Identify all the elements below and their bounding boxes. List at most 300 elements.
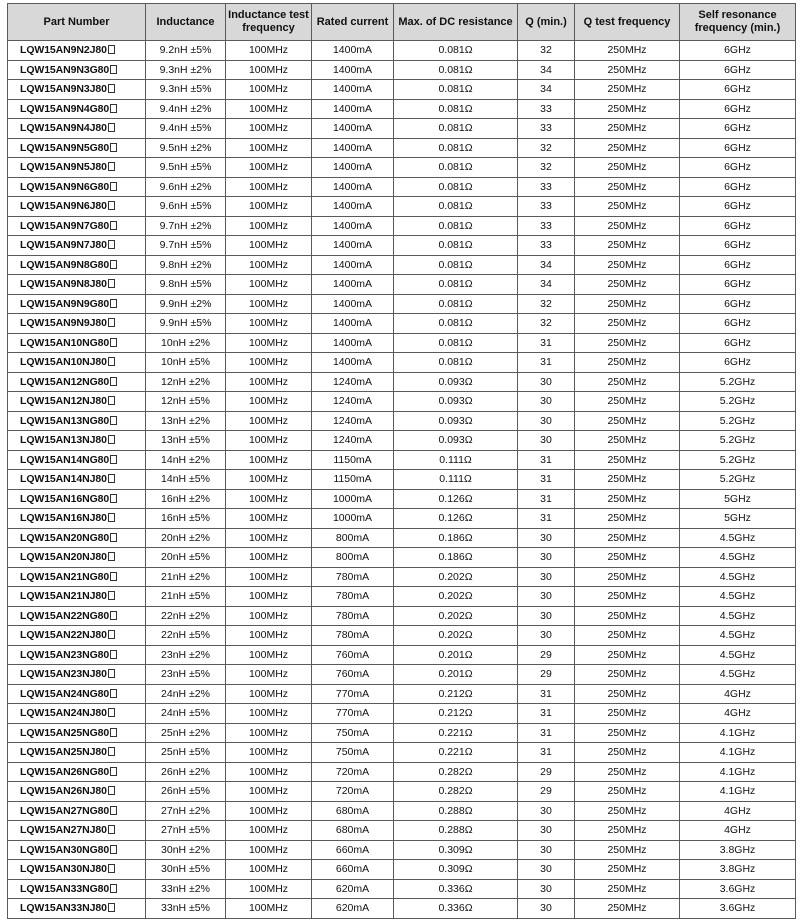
cell-part-number [8, 762, 146, 782]
cell-q-test-frequency [575, 392, 680, 412]
cell-inductance-test-frequency-text: 100MHz [248, 219, 289, 232]
cell-inductance [146, 840, 226, 860]
cell-q-min [518, 333, 575, 353]
cell-rated-current [312, 899, 394, 919]
cell-dc-resistance-text: 0.288Ω [438, 804, 473, 817]
cell-inductance-text: 16nH ±5% [161, 512, 210, 525]
cell-inductance-text: 9.5nH ±2% [159, 141, 212, 154]
cell-part-number-text: LQW15AN9N4J80 [20, 122, 107, 135]
cell-part-number-text: LQW15AN9N3G80 [20, 63, 110, 76]
cell-part-number-text: LQW15AN9N9J80 [20, 317, 107, 330]
cell-inductance-text: 9.8nH ±5% [159, 278, 212, 291]
cell-inductance-test-frequency-text: 100MHz [248, 765, 289, 778]
cell-dc-resistance-text: 0.201Ω [438, 648, 473, 661]
cell-inductance-test-frequency [226, 236, 312, 256]
cell-self-resonance-frequency [680, 743, 796, 763]
cell-self-resonance-frequency [680, 372, 796, 392]
cell-part-number-text: LQW15AN26NG80 [20, 765, 110, 778]
cell-inductance-text: 33nH ±2% [161, 882, 210, 895]
cell-rated-current [312, 567, 394, 587]
cell-q-min-text: 31 [540, 707, 552, 720]
cell-q-min [518, 899, 575, 919]
cell-dc-resistance-text: 0.081Ω [438, 122, 473, 135]
cell-part-number [8, 255, 146, 275]
cell-part-number [8, 489, 146, 509]
cell-part-number [8, 606, 146, 626]
cell-inductance-test-frequency-text: 100MHz [248, 297, 289, 310]
cell-dc-resistance [394, 840, 518, 860]
cell-self-resonance-frequency-text: 6GHz [724, 180, 751, 193]
cell-self-resonance-frequency [680, 99, 796, 119]
cell-dc-resistance [394, 275, 518, 295]
cell-inductance [146, 821, 226, 841]
cell-part-number-text: LQW15AN9N5G80 [20, 141, 110, 154]
cell-inductance-text: 27nH ±2% [161, 804, 210, 817]
cell-inductance-test-frequency-text: 100MHz [248, 44, 289, 57]
cell-self-resonance-frequency-text: 4.5GHz [719, 668, 756, 681]
cell-q-test-frequency-text: 250MHz [607, 551, 647, 564]
cell-part-number [8, 704, 146, 724]
cell-rated-current-text: 760mA [335, 668, 370, 681]
cell-self-resonance-frequency [680, 645, 796, 665]
cell-q-test-frequency-text: 250MHz [607, 219, 647, 232]
cell-q-min [518, 587, 575, 607]
cell-q-test-frequency [575, 333, 680, 353]
cell-inductance-text: 21nH ±2% [161, 570, 210, 583]
cell-inductance [146, 275, 226, 295]
cell-inductance [146, 645, 226, 665]
cell-dc-resistance [394, 626, 518, 646]
table-row [8, 567, 796, 587]
header-inductance: Inductance [146, 4, 226, 41]
cell-self-resonance-frequency [680, 626, 796, 646]
cell-q-min-text: 29 [540, 785, 552, 798]
cell-inductance-text: 22nH ±5% [161, 629, 210, 642]
inductor-spec-table [7, 3, 796, 919]
cell-self-resonance-frequency [680, 41, 796, 61]
cell-self-resonance-frequency-text: 4.5GHz [719, 629, 756, 642]
cell-inductance-test-frequency-text: 100MHz [248, 824, 289, 837]
table-row [8, 704, 796, 724]
cell-dc-resistance [394, 743, 518, 763]
cell-inductance [146, 353, 226, 373]
packaging-code-placeholder-box [110, 572, 117, 581]
cell-dc-resistance-text: 0.202Ω [438, 629, 473, 642]
cell-inductance-test-frequency [226, 119, 312, 139]
cell-inductance-text: 22nH ±2% [161, 609, 210, 622]
cell-part-number [8, 294, 146, 314]
table-row [8, 723, 796, 743]
cell-inductance-test-frequency-text: 100MHz [248, 473, 289, 486]
cell-rated-current [312, 626, 394, 646]
cell-part-number [8, 743, 146, 763]
cell-q-test-frequency-text: 250MHz [607, 648, 647, 661]
cell-inductance-text: 12nH ±2% [161, 375, 210, 388]
cell-inductance-text: 9.6nH ±2% [159, 180, 212, 193]
cell-part-number-text: LQW15AN9N7G80 [20, 219, 110, 232]
cell-self-resonance-frequency-text: 6GHz [724, 122, 751, 135]
cell-inductance-test-frequency-text: 100MHz [248, 609, 289, 622]
cell-self-resonance-frequency [680, 821, 796, 841]
cell-part-number-text: LQW15AN9N2J80 [20, 44, 107, 57]
cell-q-min-text: 31 [540, 492, 552, 505]
cell-dc-resistance [394, 684, 518, 704]
cell-rated-current-text: 620mA [335, 882, 370, 895]
cell-dc-resistance [394, 860, 518, 880]
cell-self-resonance-frequency-text: 4GHz [724, 804, 751, 817]
table-row [8, 119, 796, 139]
cell-inductance-text: 30nH ±5% [161, 863, 210, 876]
cell-q-test-frequency-text: 250MHz [607, 629, 647, 642]
table-row [8, 821, 796, 841]
cell-rated-current-text: 770mA [335, 687, 370, 700]
cell-q-test-frequency [575, 99, 680, 119]
cell-dc-resistance-text: 0.093Ω [438, 414, 473, 427]
cell-dc-resistance-text: 0.081Ω [438, 278, 473, 291]
cell-part-number-text: LQW15AN9N8G80 [20, 258, 110, 271]
cell-q-min-text: 31 [540, 356, 552, 369]
cell-part-number-text: LQW15AN9N9G80 [20, 297, 110, 310]
cell-self-resonance-frequency-text: 6GHz [724, 278, 751, 291]
cell-part-number [8, 528, 146, 548]
cell-self-resonance-frequency [680, 158, 796, 178]
cell-rated-current [312, 489, 394, 509]
cell-part-number [8, 801, 146, 821]
cell-self-resonance-frequency [680, 723, 796, 743]
cell-dc-resistance [394, 704, 518, 724]
cell-part-number-text: LQW15AN24NJ80 [20, 707, 107, 720]
cell-q-test-frequency [575, 314, 680, 334]
cell-rated-current-text: 1400mA [332, 356, 373, 369]
cell-inductance-test-frequency [226, 860, 312, 880]
cell-inductance [146, 80, 226, 100]
cell-part-number [8, 587, 146, 607]
cell-q-test-frequency-text: 250MHz [607, 180, 647, 193]
cell-q-test-frequency-text: 250MHz [607, 609, 647, 622]
table-row [8, 860, 796, 880]
cell-inductance-test-frequency [226, 782, 312, 802]
cell-part-number [8, 470, 146, 490]
cell-dc-resistance-text: 0.126Ω [438, 512, 473, 525]
cell-q-min [518, 353, 575, 373]
cell-inductance-test-frequency-text: 100MHz [248, 863, 289, 876]
table-row [8, 41, 796, 61]
cell-self-resonance-frequency [680, 353, 796, 373]
cell-inductance [146, 216, 226, 236]
cell-inductance-test-frequency [226, 567, 312, 587]
table-row [8, 743, 796, 763]
cell-q-test-frequency [575, 704, 680, 724]
cell-q-test-frequency [575, 353, 680, 373]
table-row [8, 626, 796, 646]
cell-self-resonance-frequency [680, 60, 796, 80]
cell-q-test-frequency [575, 762, 680, 782]
cell-self-resonance-frequency [680, 216, 796, 236]
cell-q-test-frequency [575, 138, 680, 158]
cell-part-number [8, 41, 146, 61]
packaging-code-placeholder-box [110, 104, 117, 113]
packaging-code-placeholder-box [108, 591, 115, 600]
cell-q-min-text: 31 [540, 726, 552, 739]
cell-dc-resistance [394, 392, 518, 412]
cell-q-test-frequency-text: 250MHz [607, 843, 647, 856]
cell-part-number [8, 99, 146, 119]
cell-inductance-test-frequency-text: 100MHz [248, 336, 289, 349]
packaging-code-placeholder-box [110, 65, 117, 74]
cell-q-test-frequency-text: 250MHz [607, 453, 647, 466]
table-row [8, 177, 796, 197]
packaging-code-placeholder-box [108, 357, 115, 366]
cell-inductance-test-frequency [226, 801, 312, 821]
cell-q-test-frequency-text: 250MHz [607, 102, 647, 115]
cell-q-test-frequency-text: 250MHz [607, 434, 647, 447]
cell-rated-current [312, 197, 394, 217]
table-row [8, 470, 796, 490]
cell-dc-resistance-text: 0.201Ω [438, 668, 473, 681]
cell-rated-current [312, 411, 394, 431]
cell-inductance-test-frequency-text: 100MHz [248, 239, 289, 252]
cell-self-resonance-frequency-text: 6GHz [724, 161, 751, 174]
packaging-code-placeholder-box [110, 182, 117, 191]
cell-q-test-frequency-text: 250MHz [607, 512, 647, 525]
cell-self-resonance-frequency-text: 5.2GHz [719, 434, 756, 447]
cell-part-number-text: LQW15AN16NG80 [20, 492, 110, 505]
packaging-code-placeholder-box [108, 708, 115, 717]
table-row [8, 275, 796, 295]
cell-inductance [146, 860, 226, 880]
cell-q-min-text: 30 [540, 414, 552, 427]
cell-self-resonance-frequency-text: 4.5GHz [719, 551, 756, 564]
cell-inductance-test-frequency [226, 216, 312, 236]
cell-part-number [8, 821, 146, 841]
cell-inductance-test-frequency [226, 587, 312, 607]
table-row [8, 899, 796, 919]
cell-inductance-test-frequency-text: 100MHz [248, 356, 289, 369]
cell-dc-resistance-text: 0.202Ω [438, 570, 473, 583]
cell-dc-resistance [394, 411, 518, 431]
cell-rated-current [312, 782, 394, 802]
cell-q-min [518, 255, 575, 275]
cell-inductance-test-frequency [226, 197, 312, 217]
table-row [8, 879, 796, 899]
packaging-code-placeholder-box [110, 533, 117, 542]
cell-inductance [146, 587, 226, 607]
cell-q-min [518, 782, 575, 802]
cell-q-test-frequency-text: 250MHz [607, 317, 647, 330]
cell-inductance-text: 26nH ±5% [161, 785, 210, 798]
cell-inductance-text: 26nH ±2% [161, 765, 210, 778]
cell-rated-current [312, 255, 394, 275]
cell-part-number [8, 275, 146, 295]
packaging-code-placeholder-box [110, 260, 117, 269]
cell-rated-current-text: 780mA [335, 609, 370, 622]
table-row [8, 645, 796, 665]
cell-inductance-text: 24nH ±5% [161, 707, 210, 720]
cell-dc-resistance-text: 0.081Ω [438, 200, 473, 213]
cell-q-min-text: 30 [540, 863, 552, 876]
cell-inductance-test-frequency-text: 100MHz [248, 83, 289, 96]
cell-part-number-text: LQW15AN25NG80 [20, 726, 110, 739]
cell-q-test-frequency [575, 801, 680, 821]
packaging-code-placeholder-box [108, 201, 115, 210]
cell-q-min [518, 41, 575, 61]
cell-self-resonance-frequency [680, 879, 796, 899]
cell-q-test-frequency-text: 250MHz [607, 63, 647, 76]
cell-dc-resistance [394, 99, 518, 119]
cell-inductance-text: 9.9nH ±5% [159, 317, 212, 330]
cell-inductance [146, 548, 226, 568]
cell-inductance-test-frequency-text: 100MHz [248, 414, 289, 427]
cell-dc-resistance-text: 0.336Ω [438, 902, 473, 915]
cell-part-number [8, 216, 146, 236]
table-row [8, 840, 796, 860]
cell-dc-resistance-text: 0.093Ω [438, 395, 473, 408]
cell-part-number-text: LQW15AN16NJ80 [20, 512, 107, 525]
packaging-code-placeholder-box [108, 240, 115, 249]
cell-inductance-text: 10nH ±2% [161, 336, 210, 349]
cell-q-test-frequency-text: 250MHz [607, 414, 647, 427]
cell-q-min [518, 606, 575, 626]
table-row [8, 587, 796, 607]
cell-dc-resistance-text: 0.288Ω [438, 824, 473, 837]
cell-inductance [146, 294, 226, 314]
cell-q-test-frequency-text: 250MHz [607, 687, 647, 700]
cell-self-resonance-frequency [680, 119, 796, 139]
cell-dc-resistance-text: 0.221Ω [438, 726, 473, 739]
cell-rated-current-text: 1400mA [332, 141, 373, 154]
cell-q-test-frequency-text: 250MHz [607, 395, 647, 408]
cell-rated-current-text: 1000mA [332, 512, 373, 525]
cell-dc-resistance [394, 821, 518, 841]
cell-part-number-text: LQW15AN13NJ80 [20, 434, 107, 447]
cell-rated-current-text: 800mA [335, 531, 370, 544]
cell-q-test-frequency-text: 250MHz [607, 473, 647, 486]
cell-inductance [146, 470, 226, 490]
cell-rated-current [312, 762, 394, 782]
cell-q-min-text: 34 [540, 83, 552, 96]
cell-q-test-frequency [575, 158, 680, 178]
cell-dc-resistance-text: 0.221Ω [438, 746, 473, 759]
cell-dc-resistance [394, 294, 518, 314]
cell-q-min [518, 275, 575, 295]
cell-inductance-test-frequency [226, 314, 312, 334]
cell-self-resonance-frequency-text: 4.5GHz [719, 648, 756, 661]
cell-q-min [518, 314, 575, 334]
cell-inductance [146, 411, 226, 431]
cell-q-test-frequency [575, 411, 680, 431]
cell-rated-current [312, 158, 394, 178]
cell-part-number-text: LQW15AN9N3J80 [20, 83, 107, 96]
cell-q-test-frequency-text: 250MHz [607, 668, 647, 681]
cell-dc-resistance [394, 587, 518, 607]
cell-rated-current [312, 509, 394, 529]
cell-inductance [146, 723, 226, 743]
cell-dc-resistance [394, 255, 518, 275]
cell-inductance-test-frequency-text: 100MHz [248, 453, 289, 466]
cell-q-test-frequency [575, 255, 680, 275]
table-row [8, 606, 796, 626]
cell-inductance-text: 9.5nH ±5% [159, 161, 212, 174]
cell-self-resonance-frequency [680, 762, 796, 782]
cell-self-resonance-frequency-text: 6GHz [724, 200, 751, 213]
cell-rated-current [312, 138, 394, 158]
cell-inductance [146, 606, 226, 626]
cell-inductance [146, 158, 226, 178]
cell-q-min-text: 31 [540, 512, 552, 525]
cell-inductance-test-frequency [226, 470, 312, 490]
cell-part-number-text: LQW15AN21NG80 [20, 570, 110, 583]
table-row [8, 372, 796, 392]
cell-rated-current [312, 431, 394, 451]
cell-inductance-test-frequency-text: 100MHz [248, 843, 289, 856]
cell-self-resonance-frequency [680, 606, 796, 626]
cell-dc-resistance-text: 0.093Ω [438, 434, 473, 447]
cell-inductance-text: 9.7nH ±5% [159, 239, 212, 252]
cell-dc-resistance [394, 236, 518, 256]
cell-rated-current-text: 660mA [335, 843, 370, 856]
cell-self-resonance-frequency-text: 6GHz [724, 297, 751, 310]
cell-self-resonance-frequency [680, 860, 796, 880]
cell-dc-resistance [394, 606, 518, 626]
cell-q-min [518, 489, 575, 509]
cell-self-resonance-frequency-text: 4GHz [724, 824, 751, 837]
cell-part-number-text: LQW15AN25NJ80 [20, 746, 107, 759]
packaging-code-placeholder-box [108, 162, 115, 171]
cell-q-test-frequency [575, 743, 680, 763]
table-row [8, 255, 796, 275]
cell-inductance-test-frequency-text: 100MHz [248, 707, 289, 720]
cell-inductance-test-frequency-text: 100MHz [248, 590, 289, 603]
cell-q-test-frequency [575, 528, 680, 548]
cell-dc-resistance [394, 80, 518, 100]
cell-rated-current [312, 333, 394, 353]
spec-table-container [7, 3, 795, 919]
cell-part-number [8, 860, 146, 880]
cell-dc-resistance-text: 0.081Ω [438, 336, 473, 349]
packaging-code-placeholder-box [108, 396, 115, 405]
cell-part-number-text: LQW15AN23NG80 [20, 648, 110, 661]
cell-q-min [518, 431, 575, 451]
cell-q-min [518, 411, 575, 431]
cell-part-number-text: LQW15AN33NJ80 [20, 902, 107, 915]
cell-q-test-frequency-text: 250MHz [607, 824, 647, 837]
cell-q-min [518, 197, 575, 217]
cell-rated-current-text: 1400mA [332, 161, 373, 174]
cell-q-min [518, 723, 575, 743]
packaging-code-placeholder-box [110, 845, 117, 854]
cell-rated-current-text: 1400mA [332, 317, 373, 330]
cell-q-test-frequency [575, 645, 680, 665]
cell-q-test-frequency [575, 509, 680, 529]
cell-self-resonance-frequency [680, 489, 796, 509]
header-inductance-test-frequency: Inductance test frequency [226, 4, 312, 41]
cell-inductance-test-frequency-text: 100MHz [248, 161, 289, 174]
packaging-code-placeholder-box [108, 435, 115, 444]
cell-inductance-text: 9.4nH ±2% [159, 102, 212, 115]
cell-q-min [518, 704, 575, 724]
cell-part-number-text: LQW15AN26NJ80 [20, 785, 107, 798]
cell-rated-current-text: 1400mA [332, 200, 373, 213]
packaging-code-placeholder-box [110, 728, 117, 737]
header-q-min: Q (min.) [518, 4, 575, 41]
cell-dc-resistance [394, 138, 518, 158]
table-row [8, 314, 796, 334]
cell-part-number-text: LQW15AN12NJ80 [20, 395, 107, 408]
table-row [8, 197, 796, 217]
cell-inductance-test-frequency-text: 100MHz [248, 317, 289, 330]
cell-self-resonance-frequency-text: 4.1GHz [719, 746, 756, 759]
cell-dc-resistance [394, 723, 518, 743]
